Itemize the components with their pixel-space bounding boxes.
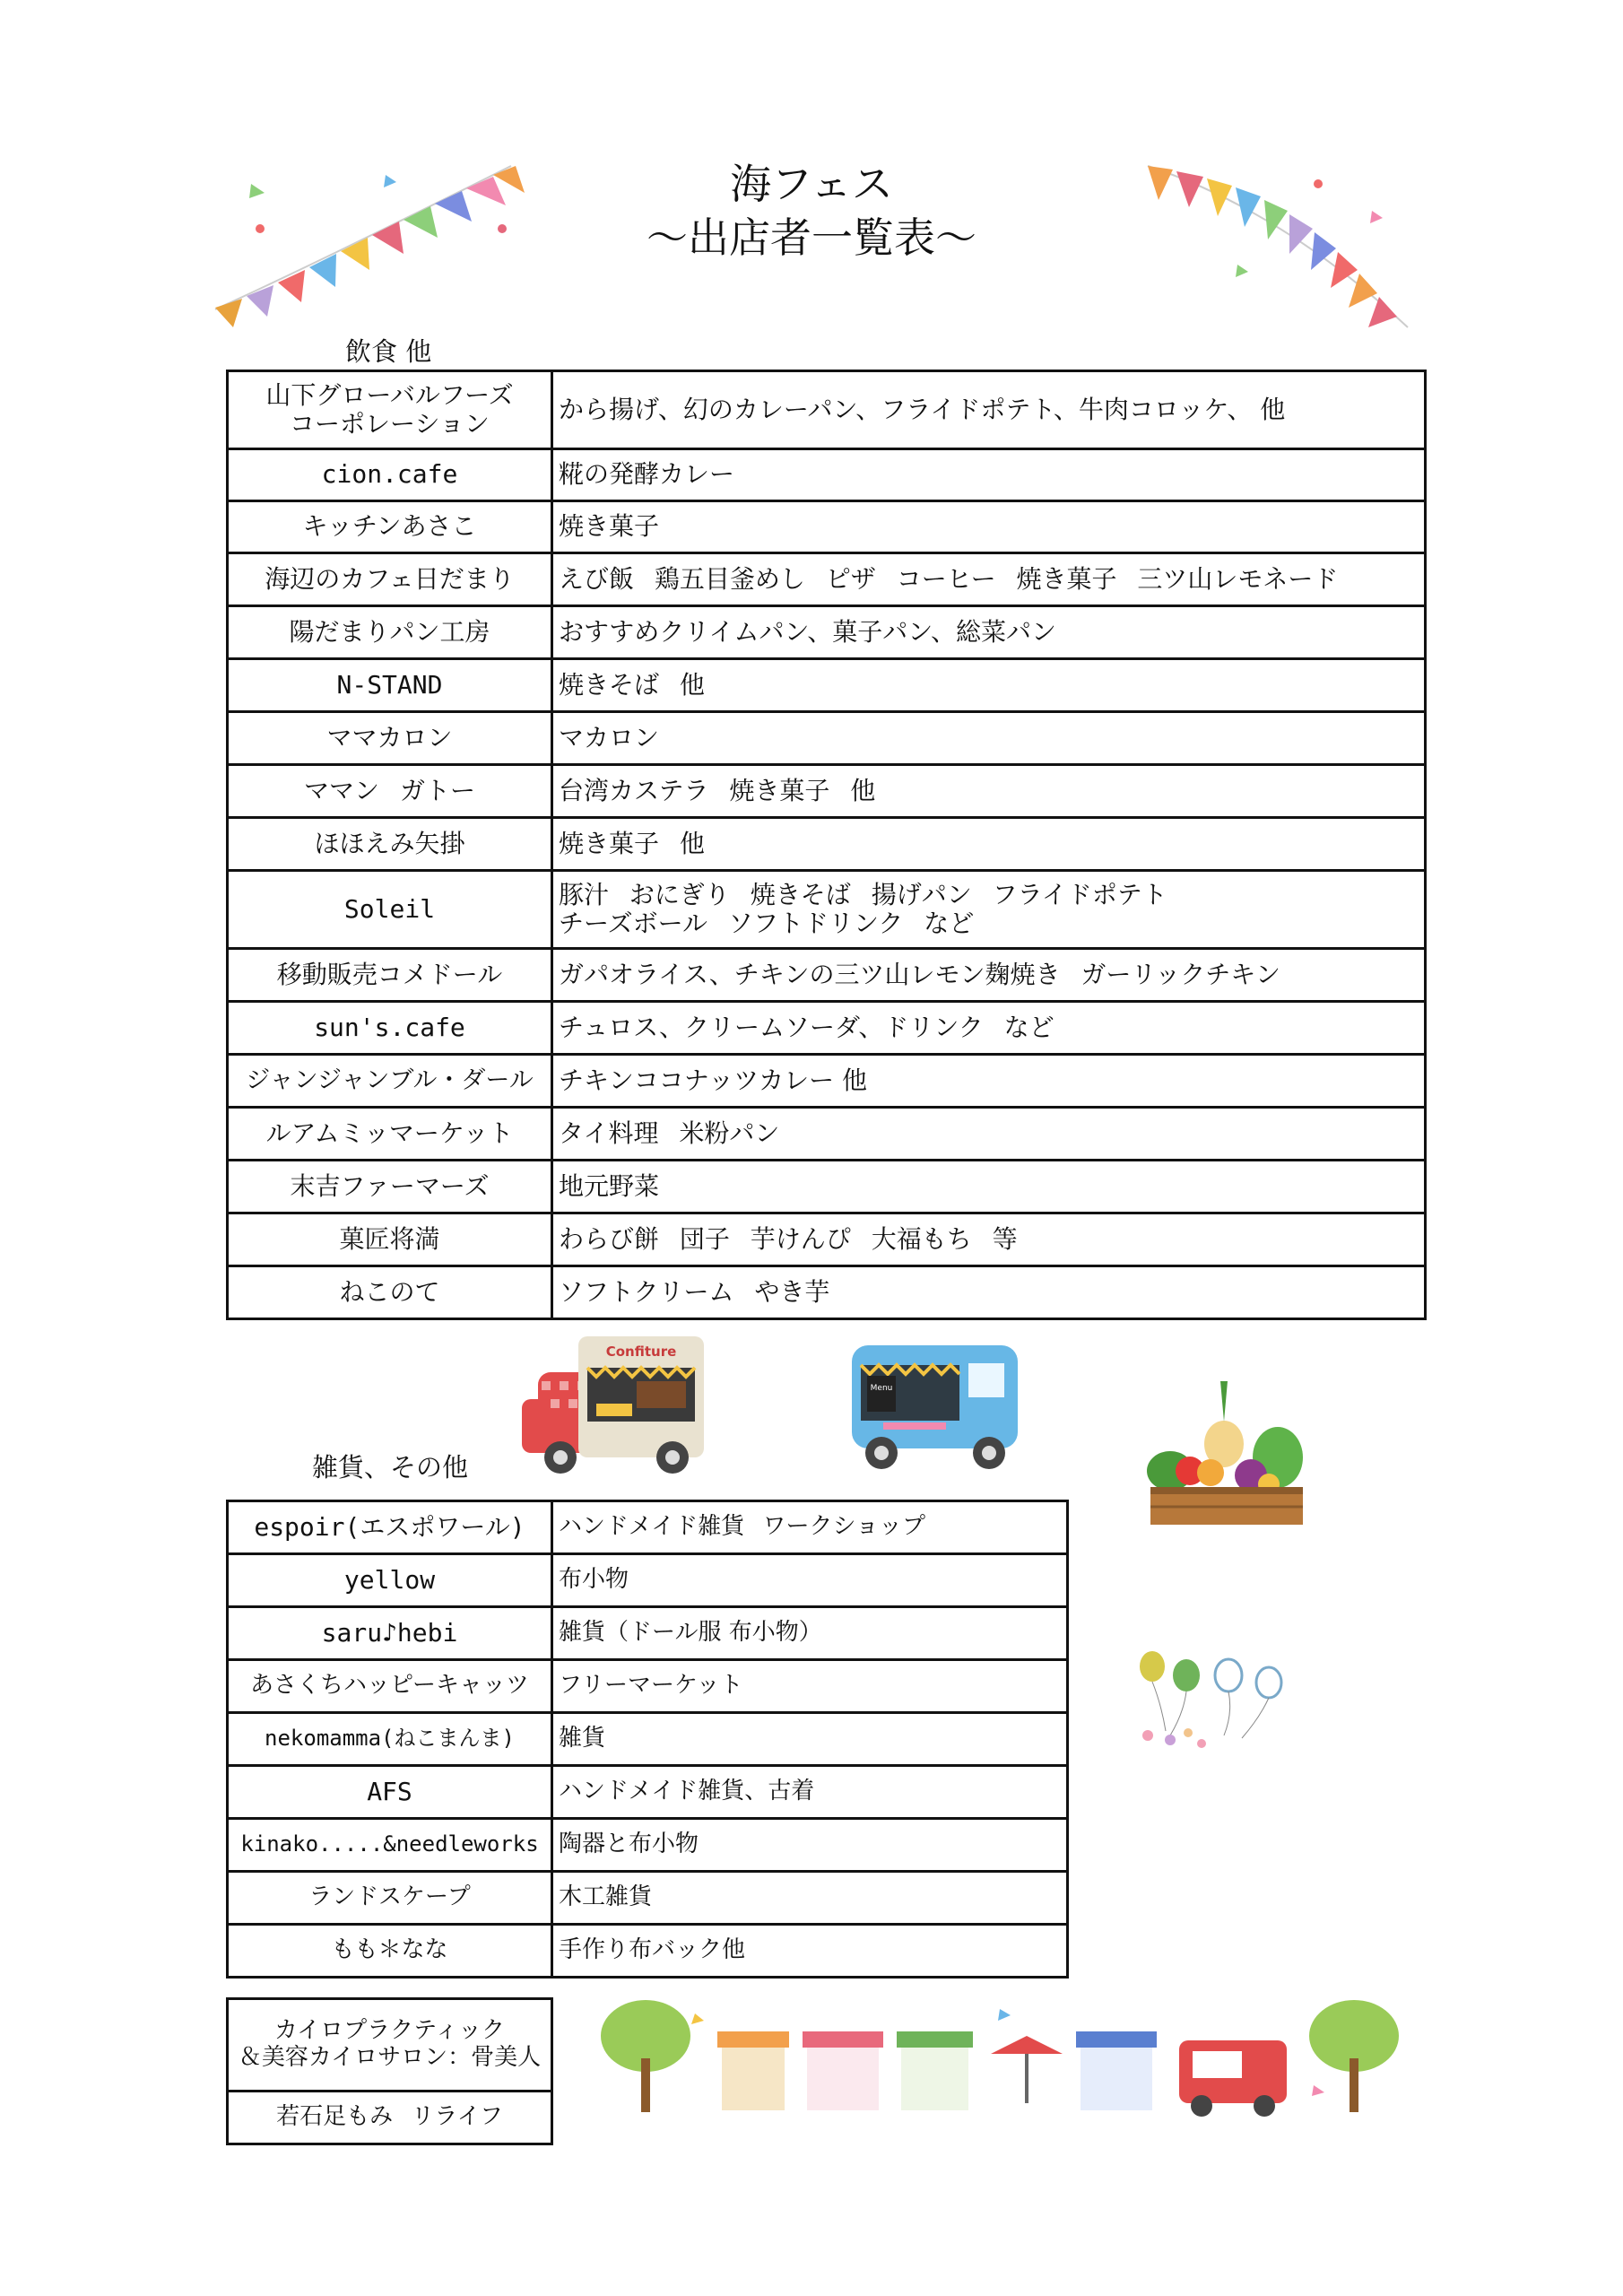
- market-street-illustration: [596, 1987, 1421, 2121]
- vendor-items: 糀の発酵カレー: [552, 449, 1426, 501]
- vendor-name: 菓匠将満: [228, 1213, 552, 1266]
- table-row: [228, 501, 1426, 553]
- table-row: [228, 765, 1426, 818]
- table-row: [228, 1766, 1068, 1819]
- menu-board-text: Menu: [870, 1384, 893, 1393]
- table-row: [228, 606, 1426, 659]
- vendor-name: カイロプラクティック ＆美容カイロサロン：骨美人: [228, 1999, 552, 2092]
- vendor-name: ほほえみ矢掛: [228, 818, 552, 871]
- vendor-items: マカロン: [552, 712, 1426, 765]
- vendor-name: 末吉ファーマーズ: [228, 1161, 552, 1213]
- vendor-items: 陶器と布小物: [552, 1819, 1068, 1872]
- table-row: [228, 1607, 1068, 1660]
- vendor-name: 若石足もみ リライフ: [228, 2092, 552, 2144]
- vendor-name: nekomamma(ねこまんま): [228, 1713, 552, 1766]
- vendor-name: AFS: [228, 1766, 552, 1819]
- table-row: [228, 1819, 1068, 1872]
- vendor-name: Soleil: [228, 871, 552, 949]
- vendor-name: 移動販売コメドール: [228, 949, 552, 1002]
- vendor-items: 台湾カステラ 焼き菓子 他: [552, 765, 1426, 818]
- vendor-items: 焼きそば 他: [552, 659, 1426, 712]
- vendor-name: cion.cafe: [228, 449, 552, 501]
- vendor-items: チュロス、クリームソーダ、ドリンク など: [552, 1002, 1426, 1055]
- truck-sign-text: Confiture: [605, 1344, 677, 1360]
- vendor-name: N-STAND: [228, 659, 552, 712]
- table-row: [228, 371, 1426, 449]
- food-section-label: 飲食 他: [345, 336, 432, 367]
- vendor-items: 手作り布バック他: [552, 1925, 1068, 1978]
- food-vendor-table: [226, 370, 1427, 1320]
- vendor-items: 焼き菓子: [552, 501, 1426, 553]
- table-row: [228, 449, 1426, 501]
- vendor-name: espoir(エスポワール): [228, 1501, 552, 1554]
- table-row: [228, 949, 1426, 1002]
- bunting-left-decoration: [206, 157, 529, 327]
- vendor-name: ジャンジャンブル・ダール: [228, 1055, 552, 1108]
- vendor-items: えび飯 鶏五目釜めし ピザ コーヒー 焼き菓子 三ツ山レモネード: [552, 553, 1426, 606]
- goods-section-label: 雑貨、その他: [312, 1452, 469, 1483]
- page-title: 海フェス: [730, 160, 893, 208]
- table-row: [228, 1872, 1068, 1925]
- food-truck-illustration: [511, 1327, 717, 1480]
- table-row: [228, 1002, 1426, 1055]
- other-vendor-table: [226, 1997, 553, 2145]
- table-row: [228, 1660, 1068, 1713]
- vendor-name: ママン ガトー: [228, 765, 552, 818]
- table-row: [228, 1108, 1426, 1161]
- vendor-name: もも＊なな: [228, 1925, 552, 1978]
- vendor-name: キッチンあさこ: [228, 501, 552, 553]
- vendor-items: ハンドメイド雑貨 ワークショップ: [552, 1501, 1068, 1554]
- table-row: [228, 818, 1426, 871]
- vendor-name: あさくちハッピーキャッツ: [228, 1660, 552, 1713]
- table-row: [228, 553, 1426, 606]
- vendor-items: フリーマーケット: [552, 1660, 1068, 1713]
- goods-vendor-table: [226, 1500, 1069, 1979]
- vendor-name: kinako.....&needleworks: [228, 1819, 552, 1872]
- table-row: [228, 1999, 552, 2092]
- vendor-items: 布小物: [552, 1554, 1068, 1607]
- table-row: [228, 1213, 1426, 1266]
- vendor-name: ママカロン: [228, 712, 552, 765]
- vendor-name: 陽だまりパン工房: [228, 606, 552, 659]
- vendor-items: 豚汁 おにぎり 焼きそば 揚げパン フライドポテト チーズボール ソフトドリンク など: [552, 871, 1426, 949]
- vendor-name: sun's.cafe: [228, 1002, 552, 1055]
- table-row: [228, 712, 1426, 765]
- vendor-items: ハンドメイド雑貨、古着: [552, 1766, 1068, 1819]
- vendor-items: 地元野菜: [552, 1161, 1426, 1213]
- table-row: [228, 871, 1426, 949]
- vendor-items: 雑貨: [552, 1713, 1068, 1766]
- table-row: [228, 2092, 552, 2144]
- vendor-items: わらび餅 団子 芋けんぴ 大福もち 等: [552, 1213, 1426, 1266]
- vendor-items: ガパオライス、チキンの三ツ山レモン麹焼き ガーリックチキン: [552, 949, 1426, 1002]
- table-row: [228, 1055, 1426, 1108]
- vendor-items: 雑貨（ドール服 布小物）: [552, 1607, 1068, 1660]
- bunting-right-decoration: [1139, 157, 1426, 336]
- vendor-name: ねこのて: [228, 1266, 552, 1319]
- vendor-items: おすすめクリイムパン、菓子パン、総菜パン: [552, 606, 1426, 659]
- vendor-items: 木工雑貨: [552, 1872, 1068, 1925]
- vendor-name: saru♪hebi: [228, 1607, 552, 1660]
- table-row: [228, 1161, 1426, 1213]
- vendor-name: ルアムミッマーケット: [228, 1108, 552, 1161]
- blue-truck-illustration: [847, 1336, 1027, 1475]
- vendor-name: 海辺のカフェ日だまり: [228, 553, 552, 606]
- vendor-items: 焼き菓子 他: [552, 818, 1426, 871]
- vegetable-crate-illustration: [1134, 1372, 1318, 1534]
- vendor-items: から揚げ、幻のカレーパン、フライドポテト、牛肉コロッケ、 他: [552, 371, 1426, 449]
- table-row: [228, 1266, 1426, 1319]
- table-row: [228, 1501, 1068, 1554]
- table-row: [228, 1554, 1068, 1607]
- page-subtitle: ～出店者一覧表～: [647, 213, 976, 262]
- vendor-items: タイ料理 米粉パン: [552, 1108, 1426, 1161]
- table-row: [228, 1925, 1068, 1978]
- vendor-items: ソフトクリーム やき芋: [552, 1266, 1426, 1319]
- table-row: [228, 1713, 1068, 1766]
- vendor-name: 山下グローバルフーズ コーポレーション: [228, 371, 552, 449]
- balloons-illustration: [1134, 1650, 1296, 1758]
- vendor-name: ランドスケープ: [228, 1872, 552, 1925]
- table-row: [228, 659, 1426, 712]
- vendor-name: yellow: [228, 1554, 552, 1607]
- vendor-items: チキンココナッツカレー 他: [552, 1055, 1426, 1108]
